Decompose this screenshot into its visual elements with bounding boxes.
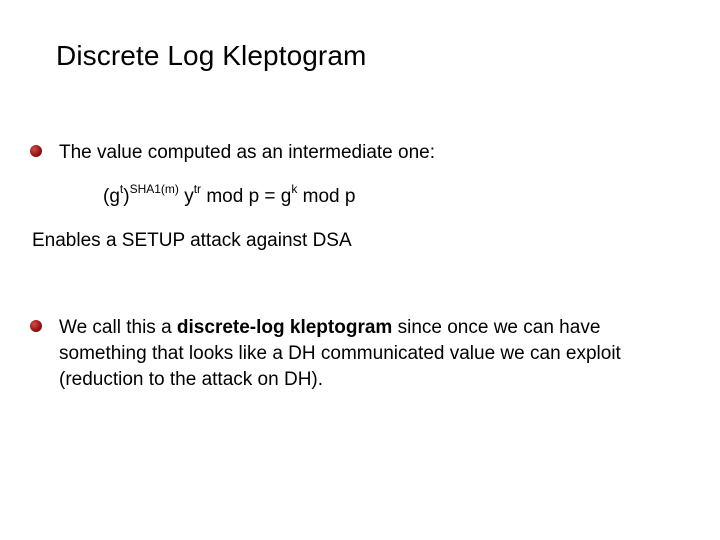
formula-exp-t: t <box>119 181 124 196</box>
formula-g: (g <box>103 186 120 207</box>
bullet-item-2 <box>30 315 670 405</box>
formula <box>103 181 356 210</box>
bullet-dot-icon <box>30 145 42 157</box>
formula-exp-sha: SHA1(m) <box>129 181 179 196</box>
slide-title: Discrete Log Kleptogram <box>56 40 367 71</box>
formula-exp-tr: tr <box>193 181 202 196</box>
formula-close: ) <box>123 186 130 207</box>
bullet2-bold-term: discrete-log kleptogram <box>176 317 393 338</box>
formula-exp-k: k <box>291 181 298 196</box>
bullet-text-2 <box>59 315 679 393</box>
bullet2-after: since once we can have something that looks like a DH communicated value we can exploit (reduction to the attack on DH). <box>59 317 621 390</box>
bullet2-before: We call this a <box>59 317 177 338</box>
bullet-item-1 <box>30 140 670 170</box>
formula-mid: mod p = g <box>201 186 292 207</box>
formula-end: mod p <box>297 186 356 207</box>
bullet-dot-icon <box>30 320 42 332</box>
setup-attack-line: Enables a SETUP attack against DSA <box>32 230 352 251</box>
formula-y: y <box>178 186 194 207</box>
bullet-text-1: The value computed as an intermediate one: <box>59 142 436 163</box>
